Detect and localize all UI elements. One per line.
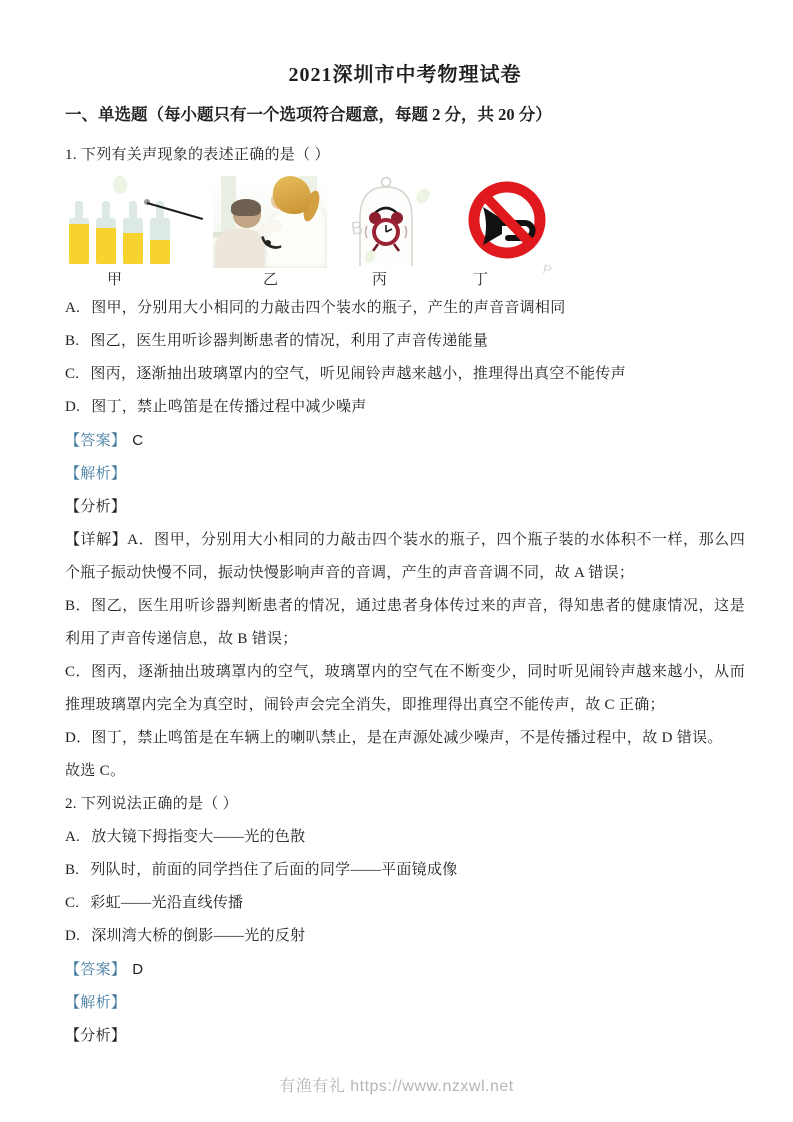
- q2-answer-value: D: [132, 961, 144, 979]
- option-text: 图丙，逐渐抽出玻璃罩内的空气，听见闹铃声越来越小，推理得出真空不能传声: [90, 366, 626, 383]
- jiexi-label: 【解析】: [65, 995, 127, 1012]
- q2-option-c: [65, 887, 745, 920]
- option-key: C.: [65, 366, 80, 383]
- q1-fenxi-row: [65, 491, 745, 524]
- option-text: 列队时，前面的同学挡住了后面的同学——平面镜成像: [90, 862, 458, 879]
- bottle-1-liquid: [69, 224, 89, 264]
- q2-answer-row: [65, 953, 745, 987]
- doctor-stethoscope-photo: [213, 176, 327, 268]
- option-key: A.: [65, 829, 81, 846]
- detail-text: D．图丁，禁止鸣笛是在车辆上的喇叭禁止，是在声源处减少噪声，不是传播过程中，故 D 错误。: [65, 730, 723, 747]
- figure-label-jia: 甲: [107, 272, 123, 289]
- stethoscope-chestpiece-icon: [265, 240, 271, 246]
- q1-option-c: [65, 358, 745, 391]
- answer-label: 【答案】: [65, 962, 127, 979]
- bottle-3-liquid: [123, 233, 143, 264]
- detail-label: 【详解】: [65, 532, 128, 549]
- page-title: 2021深圳市中考物理试卷: [288, 64, 522, 86]
- figure-label-ding: 丁: [473, 272, 489, 289]
- bottle-4: [150, 218, 170, 264]
- jar-knob-icon: [382, 178, 391, 187]
- q1-detail-c: [65, 656, 745, 722]
- q1-detail-d: [65, 722, 745, 755]
- option-key: B.: [65, 333, 80, 350]
- option-text: 图丁，禁止鸣笛是在传播过程中减少噪声: [91, 399, 367, 416]
- fenxi-label: 【分析】: [65, 499, 127, 516]
- answer-label: 【答案】: [65, 433, 127, 450]
- q1-option-b: [65, 325, 745, 358]
- option-key: C.: [65, 895, 80, 912]
- bottle-2-liquid: [96, 228, 116, 264]
- q1-answer-row: [65, 424, 745, 458]
- bottle-1: [69, 218, 89, 264]
- option-text: 彩虹——光沿直线传播: [90, 895, 244, 912]
- option-key: A.: [65, 300, 81, 317]
- q1-detail-a: [65, 524, 745, 590]
- bottle-2: [96, 218, 116, 264]
- q2-option-a: [65, 821, 745, 854]
- q2-stem: 2. 下列说法正确的是（ ）: [65, 796, 238, 813]
- q1-answer-value: C: [132, 432, 144, 450]
- option-key: D.: [65, 928, 81, 945]
- q1-option-a: [65, 292, 745, 325]
- q1-detail-b: [65, 590, 745, 656]
- watermark-letter: B: [349, 217, 365, 239]
- q2-jiexi-row: [65, 987, 745, 1020]
- q2-option-b: [65, 854, 745, 887]
- figure-label-yi: 乙: [263, 272, 279, 289]
- bell-jar-clock-figure: [353, 174, 419, 270]
- fenxi-label: 【分析】: [65, 1028, 127, 1045]
- option-text: 图甲，分别用大小相同的力敲击四个装水的瓶子，产生的声音音调相同: [91, 300, 566, 317]
- patient-hair: [231, 199, 261, 216]
- doctor-hair: [273, 176, 311, 214]
- option-text: 图乙，医生用听诊器判断患者的情况，利用了声音传递能量: [90, 333, 489, 350]
- leaf-watermark: [110, 174, 129, 196]
- jiexi-label: 【解析】: [65, 466, 127, 483]
- option-key: B.: [65, 862, 80, 879]
- option-text: 深圳湾大桥的倒影——光的反射: [91, 928, 306, 945]
- option-key: D.: [65, 399, 81, 416]
- detail-text: C．图丙，逐渐抽出玻璃罩内的空气，玻璃罩内的空气在不断变少，同时听见闹铃声越来越小，从而推理玻璃罩内完全为真空时，闹铃声会完全消失，即推理得出真空不能传声，故 C 正确；: [65, 664, 745, 714]
- q1-conclusion: 故选 C。: [65, 763, 126, 780]
- site-footer: 有渔有礼 https://www.nzxwl.net: [279, 1078, 514, 1095]
- bottle-3: [123, 218, 143, 264]
- q1-option-d: [65, 391, 745, 424]
- section-heading: 一、单选题（每小题只有一个选项符合题意，每题 2 分，共 20 分）: [65, 105, 552, 124]
- q1-stem: 1. 下列有关声现象的表述正确的是（ ）: [65, 147, 330, 164]
- detail-text: A．图甲，分别用大小相同的力敲击四个装水的瓶子，四个瓶子装的水体积不一样，那么四个瓶子振动快慢不同，振动快慢影响声音的音调，产生的声音音调不同，故 A 错误；: [65, 532, 746, 582]
- watermark-letter: P: [541, 261, 554, 278]
- q1-figures: [65, 174, 745, 292]
- option-text: 放大镜下拇指变大——光的色散: [91, 829, 306, 846]
- figure-label-bing: 丙: [372, 272, 388, 289]
- q2-fenxi-row: [65, 1020, 745, 1053]
- no-horn-sign-icon: [468, 178, 546, 264]
- q2-option-d: [65, 920, 745, 953]
- q1-jiexi-row: [65, 458, 745, 491]
- bottle-4-liquid: [150, 240, 170, 264]
- detail-text: B．图乙，医生用听诊器判断患者的情况，通过患者身体传过来的声音，得知患者的健康情况，这是利用了声音传递信息，故 B 错误；: [65, 598, 745, 648]
